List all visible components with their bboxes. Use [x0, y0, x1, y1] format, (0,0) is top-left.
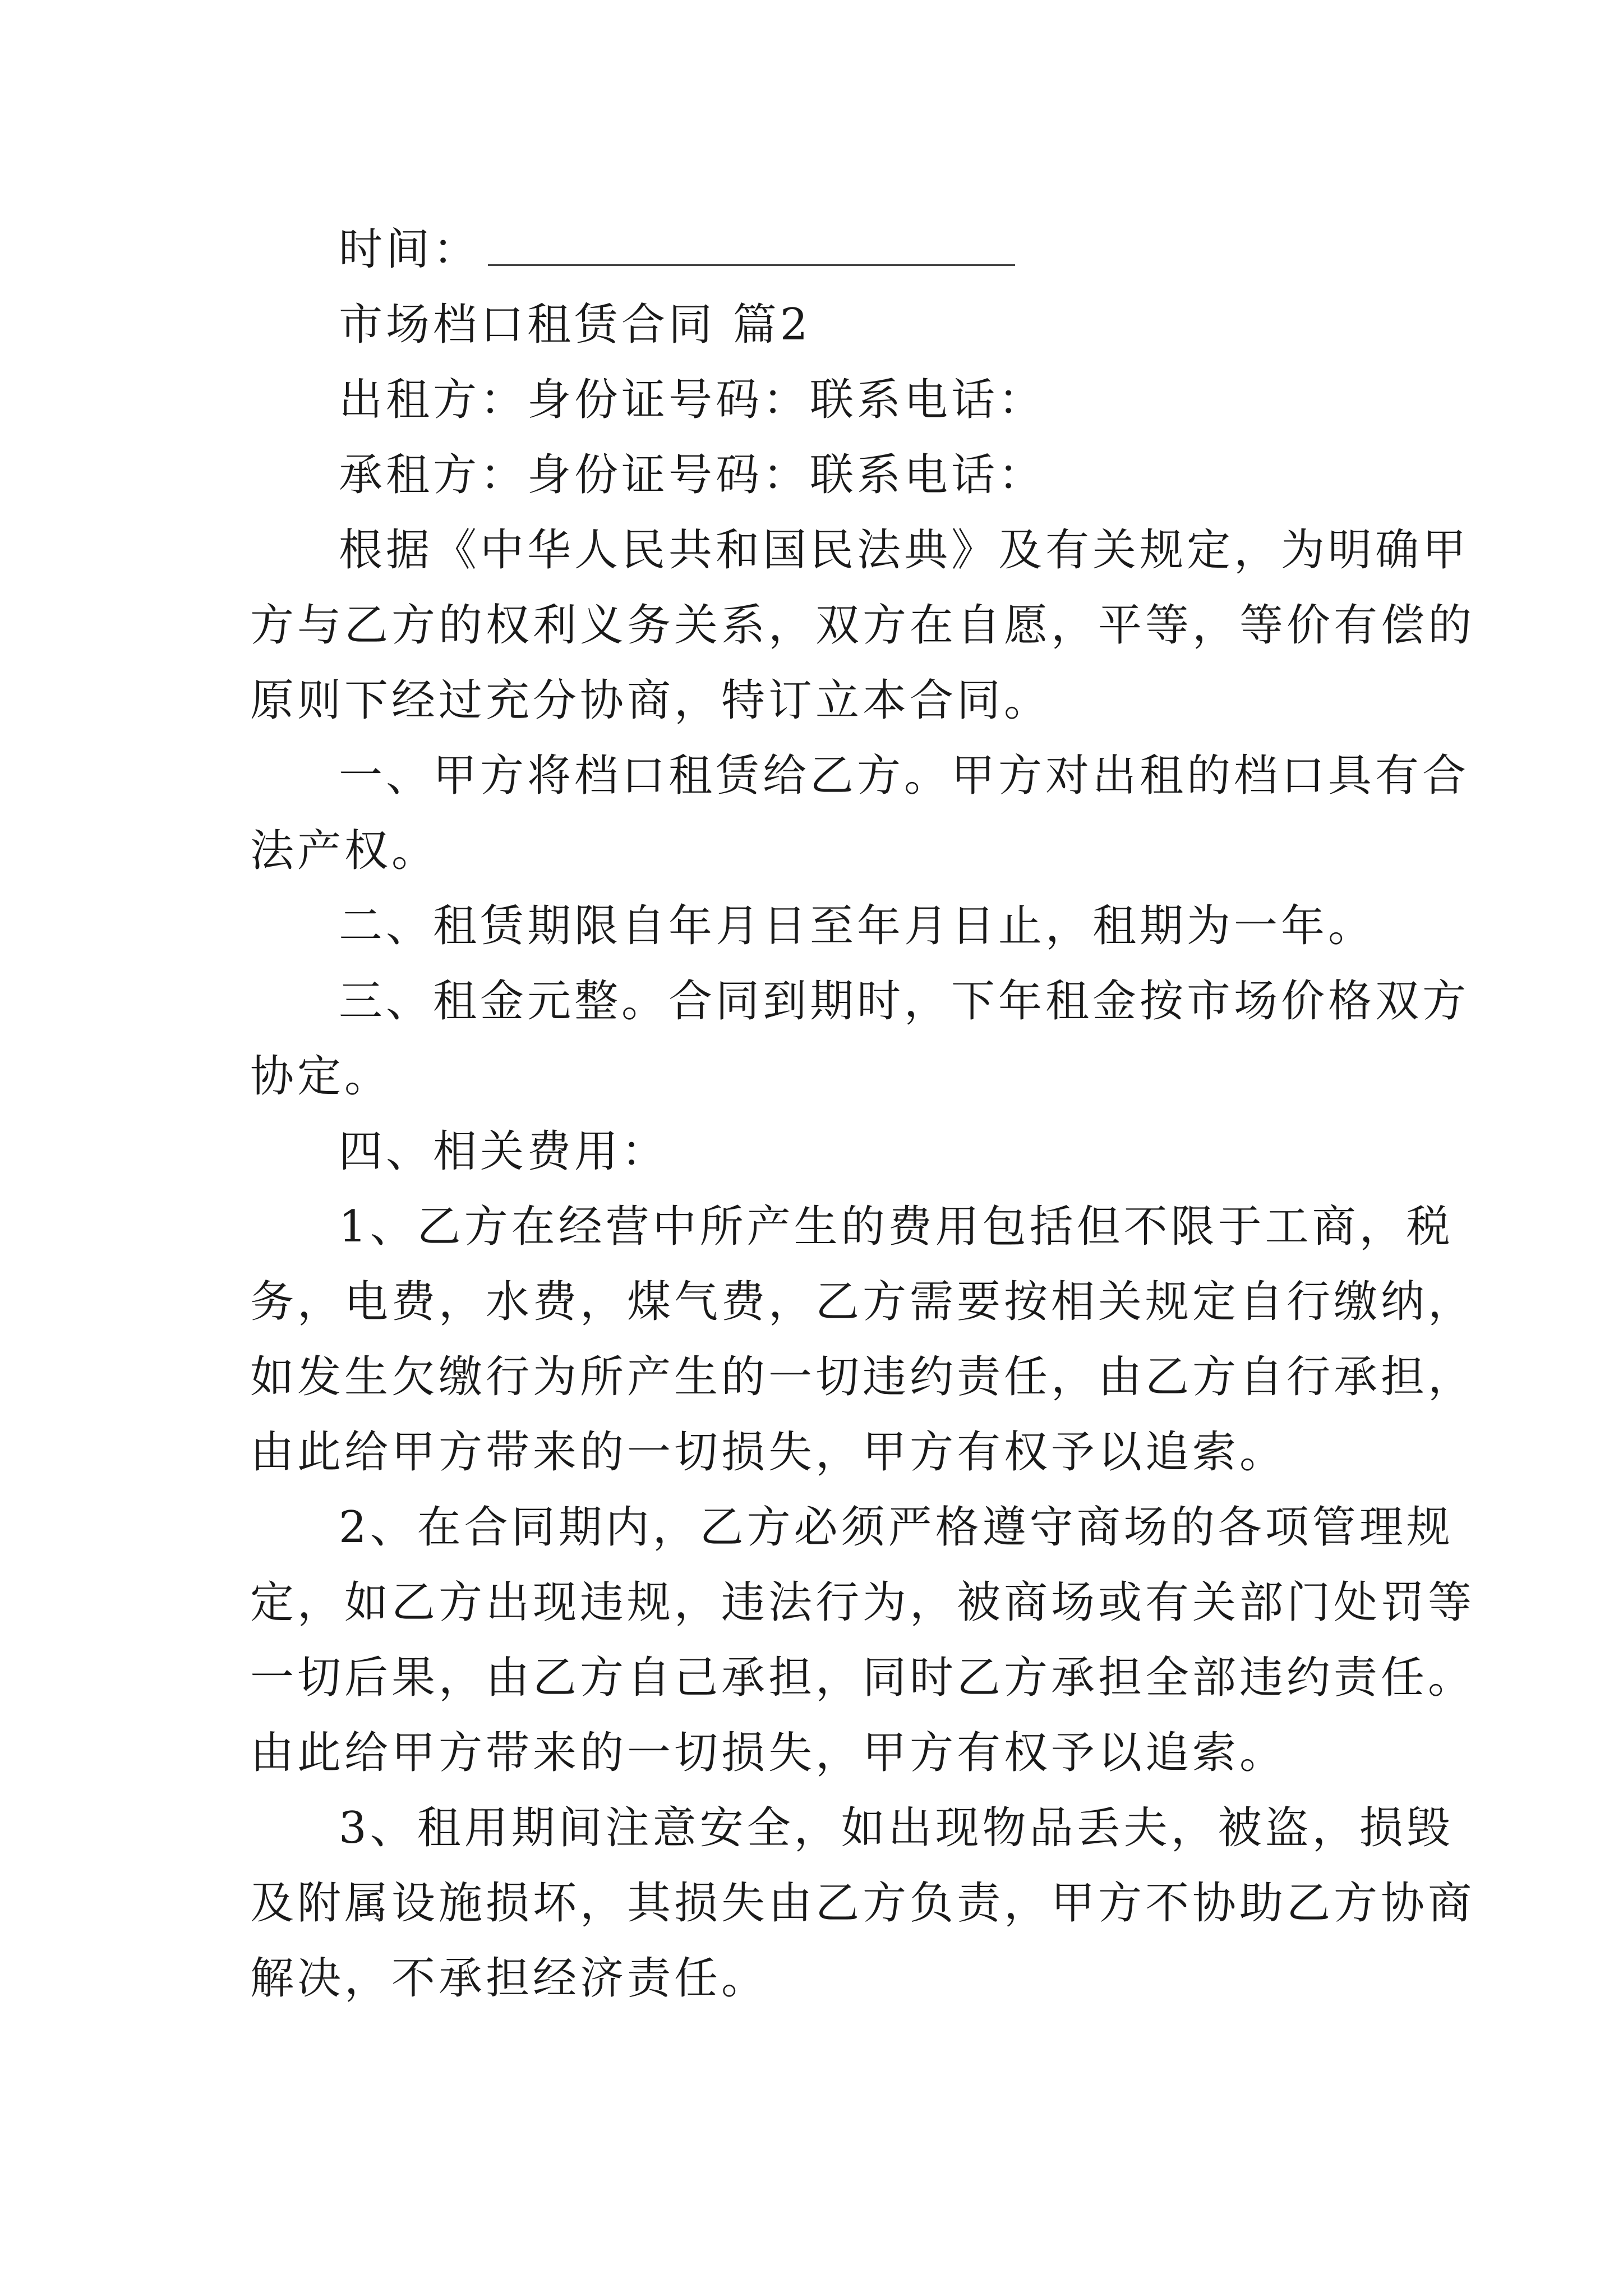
paragraph-clause-2 — [250, 889, 1394, 964]
paragraph-line: 及附属设施损坏，其损失由乙方负责，甲方不协助乙方协商 — [250, 1878, 1476, 1929]
paragraph-clause-1 — [250, 738, 1470, 889]
paragraph-line: 由此给甲方带来的一切损失，甲方有权予以追索。 — [250, 1728, 1287, 1778]
lessor-line: 出租方：身份证号码：联系电话： — [339, 375, 1046, 425]
paragraph-subclause-1 — [250, 1189, 1476, 1490]
paragraph-line: 由此给甲方带来的一切损失，甲方有权予以追索。 — [250, 1427, 1287, 1478]
paragraph-line: 如发生欠缴行为所产生的一切违约责任，由乙方自行承担， — [250, 1352, 1476, 1402]
time-line — [250, 212, 1394, 287]
paragraph-line: 2、在合同期内，乙方必须严格遵守商场的各项管理规 — [339, 1502, 1454, 1553]
paragraph-subclause-3 — [250, 1791, 1476, 2016]
time-label: 时间： — [339, 224, 481, 275]
paragraph-line: 务，电费，水费，煤气费，乙方需要按相关规定自行缴纳， — [250, 1277, 1476, 1327]
paragraph-line: 1、乙方在经营中所产生的费用包括但不限于工商，税 — [339, 1202, 1454, 1252]
paragraph-line: 法产权。 — [250, 826, 439, 876]
paragraph-intro — [250, 513, 1476, 738]
paragraph-line: 解决，不承担经济责任。 — [250, 1953, 769, 2004]
paragraph-line: 原则下经过充分协商，特订立本合同。 — [250, 675, 1052, 726]
paragraph-line: 方与乙方的权利义务关系，双方在自愿，平等，等价有偿的 — [250, 600, 1476, 651]
paragraph-clause-4 — [250, 1114, 1394, 1189]
paragraph-line: 协定。 — [250, 1051, 392, 1102]
paragraph-line: 3、租用期间注意安全，如出现物品丢夫，被盗，损毁 — [339, 1803, 1454, 1853]
paragraph-line: 根据《中华人民共和国民法典》及有关规定，为明确甲 — [339, 525, 1470, 576]
paragraph-line: 二、租赁期限自年月日至年月日止，租期为一年。 — [339, 901, 1376, 951]
paragraph-line: 定，如乙方出现违规，违法行为，被商场或有关部门处罚等 — [250, 1577, 1476, 1628]
lessee-line: 承租方：身份证号码：联系电话： — [339, 450, 1046, 500]
paragraph-clause-3 — [250, 964, 1470, 1114]
paragraph-line: 四、相关费用： — [339, 1126, 669, 1177]
document-title: 市场档口租赁合同 篇2 — [339, 300, 811, 350]
time-blank-underline — [488, 262, 1015, 266]
paragraph-line: 一、甲方将档口租赁给乙方。甲方对出租的档口具有合 — [339, 751, 1470, 801]
paragraph-subclause-2 — [250, 1490, 1476, 1791]
paragraph-line: 一切后果，由乙方自己承担，同时乙方承担全部违约责任。 — [250, 1653, 1476, 1703]
paragraph-line: 三、租金元整。合同到期时，下年租金按市场价格双方 — [339, 976, 1470, 1027]
document-body — [250, 212, 1476, 2016]
